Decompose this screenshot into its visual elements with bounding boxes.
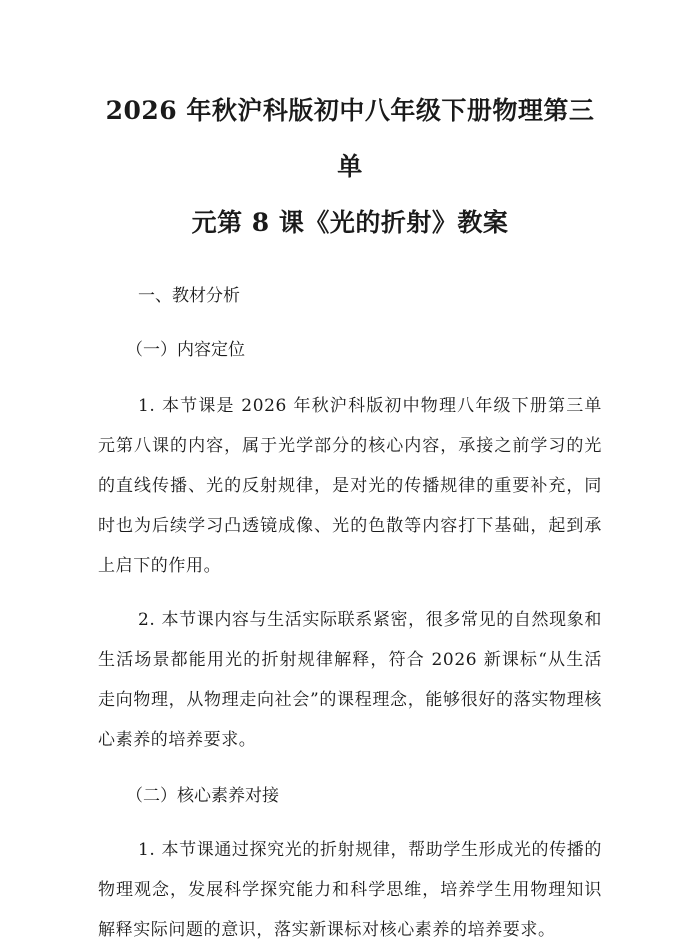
paragraph-content-positioning-1: 1. 本节课是 2026 年秋沪科版初中物理八年级下册第三单元第八课的内容，属于光学部分的核心内容，承接之前学习的光的直线传播、光的反射规律，是对光的传播规律的重要补充，同时也为后续学习凸透镜成像、光的色散等内容打下基础，起到承上启下的作用。 xyxy=(98,396,602,576)
paragraph-content-positioning-2: 2. 本节课内容与生活实际联系紧密，很多常见的自然现象和生活场景都能用光的折射规律解释，符合 2026 新课标“从生活走向物理，从物理走向社会”的课程理念，能够很好的落实物理核心素养的培养要求。 xyxy=(98,610,602,750)
title-line-1: 2026 年秋沪科版初中八年级下册物理第三单 xyxy=(105,96,595,181)
subsection-heading-content-positioning: （一）内容定位 xyxy=(126,340,245,360)
title-line-2: 元第 8 课《光的折射》教案 xyxy=(191,208,509,237)
section-heading-textbook-analysis: 一、教材分析 xyxy=(138,286,240,306)
paragraph-core-literacy-1: 1. 本节课通过探究光的折射规律，帮助学生形成光的传播的物理观念，发展科学探究能力和科学思维，培养学生用物理知识解释实际问题的意识，落实新课标对核心素养的培养要求。 xyxy=(98,840,602,940)
subsection-heading-core-literacy: （二）核心素养对接 xyxy=(126,786,279,806)
document-title xyxy=(98,0,602,251)
